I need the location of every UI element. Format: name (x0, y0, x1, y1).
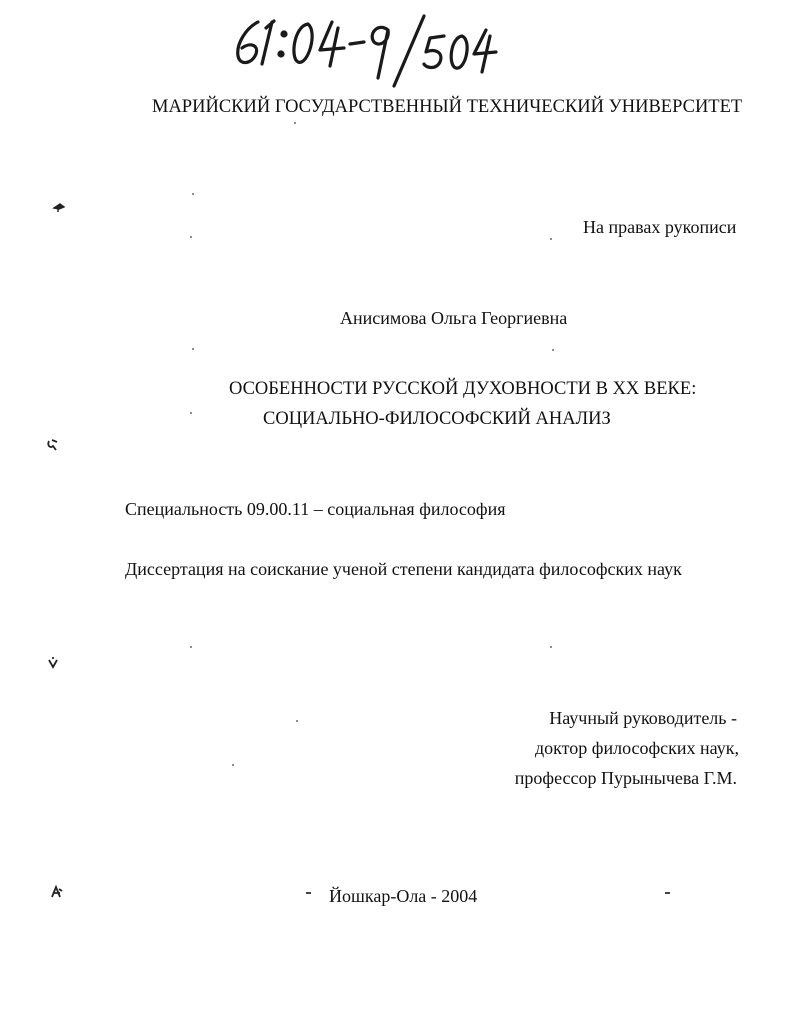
supervisor-name-line: профессор Пурынычева Г.М. (514, 768, 737, 788)
dissertation-title-line-2: СОЦИАЛЬНО-ФИЛОСОФСКИЙ АНАЛИЗ (263, 409, 611, 429)
scan-speck (232, 764, 234, 766)
city-year-line: Йошкар-Ола - 2004 (329, 886, 478, 906)
scan-speck (296, 720, 298, 722)
scan-mark-icon (50, 885, 64, 899)
scan-mark-icon (46, 656, 60, 670)
author-name: Анисимова Ольга Георгиевна (340, 308, 568, 328)
scan-mark-icon (46, 438, 60, 452)
scan-mark-icon (52, 200, 66, 214)
scan-speck (550, 646, 552, 648)
scan-dash (665, 892, 670, 894)
university-name: МАРИЙСКИЙ ГОСУДАРСТВЕННЫЙ ТЕХНИЧЕСКИЙ УНИВЕРСИТЕТ (152, 97, 743, 117)
scan-speck (192, 193, 194, 195)
scan-speck (190, 412, 192, 414)
supervisor-degree-line: доктор философских наук, (535, 738, 739, 758)
manuscript-note: На правах рукописи (583, 217, 737, 237)
scan-speck (192, 348, 194, 350)
scan-speck (190, 646, 192, 648)
dissertation-type-line: Диссертация на соискание ученой степени кандидата философских наук (125, 559, 682, 579)
dissertation-title-line-1: ОСОБЕННОСТИ РУССКОЙ ДУХОВНОСТИ В XX ВЕКЕ: (229, 379, 697, 399)
specialty-line: Специальность 09.00.11 – социальная философия (125, 499, 506, 519)
scan-dash (306, 892, 311, 894)
scan-speck (550, 238, 552, 240)
handwritten-archive-code (228, 8, 498, 92)
scan-speck (190, 236, 192, 238)
supervisor-title-line: Научный руководитель - (549, 708, 737, 728)
scan-speck (552, 349, 554, 351)
scan-speck (294, 122, 296, 124)
